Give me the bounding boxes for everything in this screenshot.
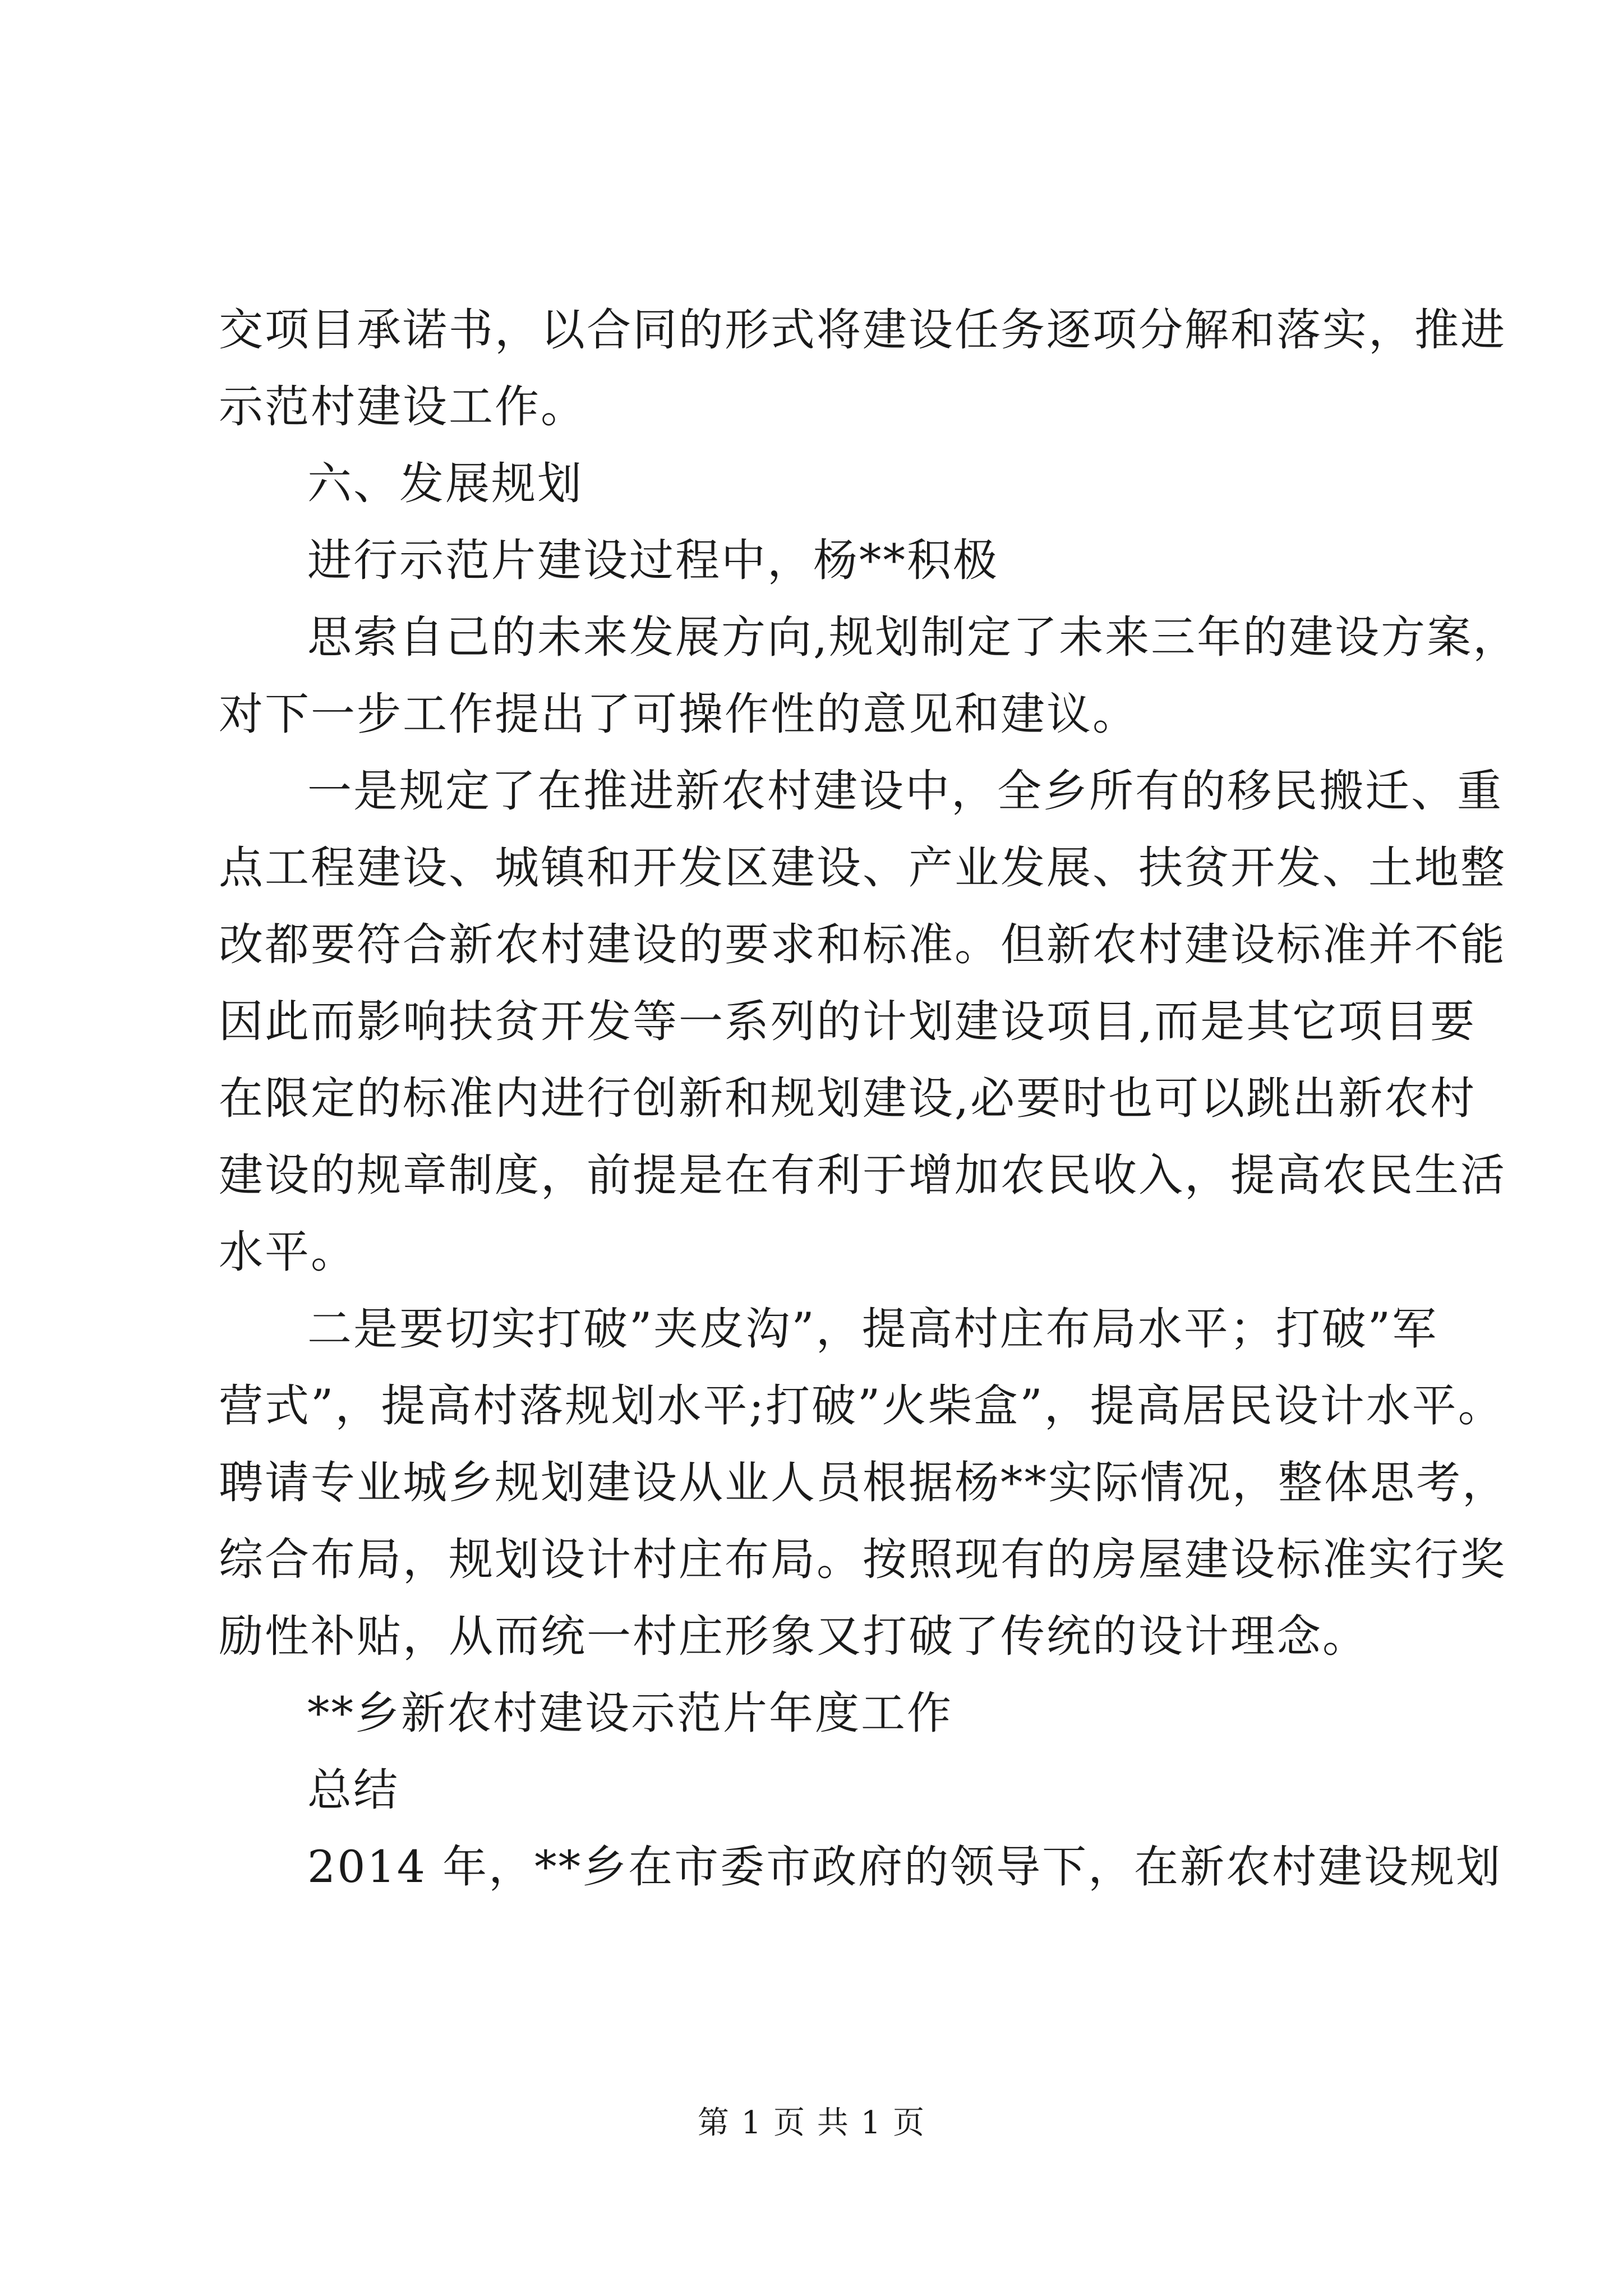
text-line: 点工程建设、城镇和开发区建设、产业发展、扶贫开发、土地整 <box>219 842 1506 894</box>
text-line: 建设的规章制度，前提是在有利于增加农民收入，提高农民生活 <box>219 1149 1506 1201</box>
text-line: 示范村建设工作。 <box>219 381 587 432</box>
text-line: 励性补贴，从而统一村庄形象又打破了传统的设计理念。 <box>219 1611 1368 1662</box>
text-line: 营式”，提高村落规划水平;打破”火柴盒”，提高居民设计水平。 <box>219 1380 1504 1432</box>
text-line: 进行示范片建设过程中，杨**积极 <box>307 535 999 586</box>
text-line: 2014 年，**乡在市委市政府的领导下，在新农村建设规划 <box>307 1841 1502 1893</box>
text-line: 综合布局，规划设计村庄布局。按照现有的房屋建设标准实行奖 <box>219 1534 1506 1585</box>
page-footer: 第 1 页 共 1 页 <box>697 2105 926 2141</box>
subtitle-line: 总结 <box>307 1764 399 1816</box>
text-line: 在限定的标准内进行创新和规划建设,必要时也可以跳出新农村 <box>219 1073 1477 1124</box>
text-line: 因此而影响扶贫开发等一系列的计划建设项目,而是其它项目要 <box>219 996 1477 1047</box>
text-line: 思索自己的未来发展方向,规划制定了未来三年的建设方案， <box>307 611 1519 663</box>
text-line: 水平。 <box>219 1226 357 1278</box>
section-heading: 六、发展规划 <box>307 458 583 509</box>
text-line: 聘请专业城乡规划建设从业人员根据杨**实际情况，整体思考， <box>219 1457 1508 1508</box>
document-body <box>219 292 1519 1906</box>
text-line: 二是要切实打破”夹皮沟”，提高村庄布局水平；打破”军 <box>307 1303 1438 1355</box>
subtitle-line: **乡新农村建设示范片年度工作 <box>307 1687 953 1739</box>
text-line: 对下一步工作提出了可操作性的意见和建议。 <box>219 688 1138 740</box>
text-line: 改都要符合新农村建设的要求和标准。但新农村建设标准并不能 <box>219 919 1506 970</box>
text-line: 一是规定了在推进新农村建设中，全乡所有的移民搬迁、重 <box>307 765 1503 817</box>
text-line: 交项目承诺书，以合同的形式将建设任务逐项分解和落实，推进 <box>219 304 1506 356</box>
